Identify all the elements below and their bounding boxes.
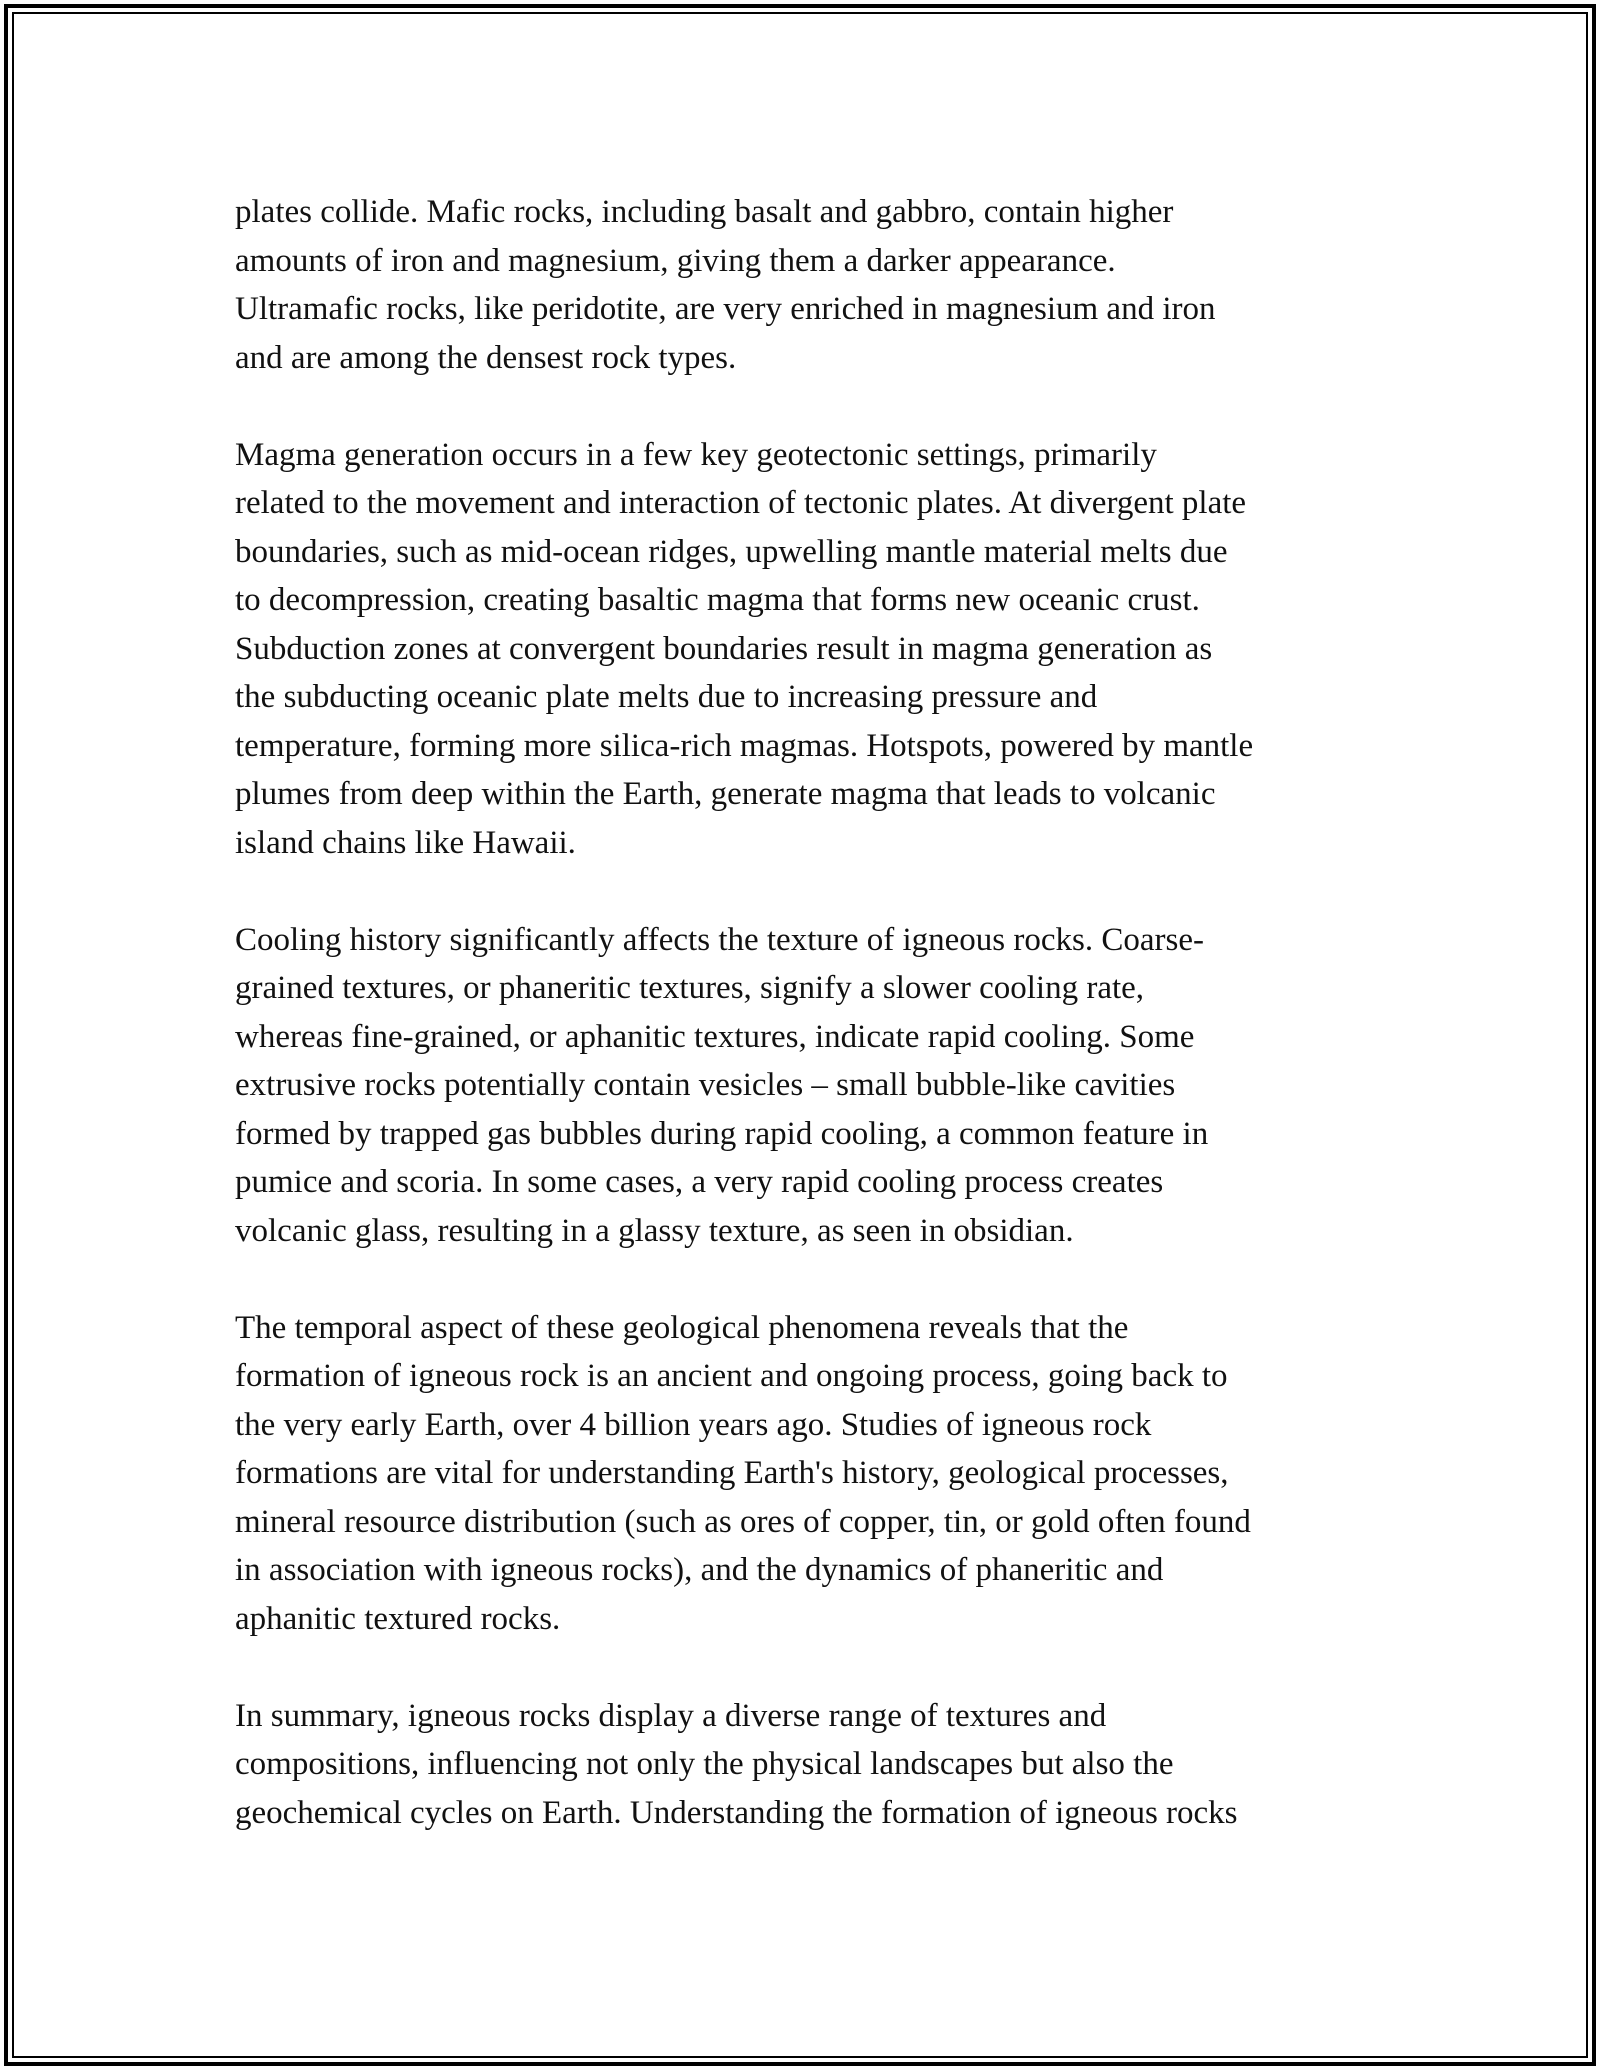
text-line: Magma generation occurs in a few key geotectonic settings, primarily [235,436,1157,473]
text-line: geochemical cycles on Earth. Understanding the formation of igneous rocks [235,1794,1238,1831]
text-line: grained textures, or phaneritic textures, signify a slower cooling rate, [235,970,1145,1006]
text-line: the subducting oceanic plate melts due to increasing pressure and [235,679,1098,715]
paragraph-cooling-history [235,916,1385,1256]
text-line: temperature, forming more silica-rich magmas. Hotspots, powered by mantle [235,727,1254,764]
text-line: Ultramafic rocks, like peridotite, are very enriched in magnesium and iron [235,291,1216,327]
text-line: related to the movement and interaction of tectonic plates. At divergent plate [235,485,1247,521]
text-line: compositions, influencing not only the physical landscapes but also the [235,1746,1174,1782]
text-line: pumice and scoria. In some cases, a very rapid cooling process creates [235,1164,1164,1200]
text-line: In summary, igneous rocks display a diverse range of textures and [235,1697,1107,1734]
paragraph-mafic-rocks [235,188,1385,382]
text-line: plumes from deep within the Earth, generate magma that leads to volcanic [235,776,1216,812]
text-line: formed by trapped gas bubbles during rapid cooling, a common feature in [235,1115,1209,1152]
text-line: the very early Earth, over 4 billion years ago. Studies of igneous rock [235,1406,1152,1443]
text-line: The temporal aspect of these geological phenomena reveals that the [235,1309,1129,1346]
text-line: and are among the densest rock types. [235,339,737,376]
text-line: formation of igneous rock is an ancient and ongoing process, going back to [235,1358,1228,1394]
text-line: mineral resource distribution (such as ores of copper, tin, or gold often found [235,1503,1251,1540]
text-line: aphanitic textured rocks. [235,1600,561,1637]
text-line: Subduction zones at convergent boundaries result in magma generation as [235,630,1213,667]
text-line: boundaries, such as mid-ocean ridges, upwelling mantle material melts due [235,533,1228,570]
paragraph-temporal-aspect [235,1304,1385,1644]
text-line: plates collide. Mafic rocks, including basalt and gabbro, contain higher [235,194,1174,230]
paragraph-magma-generation [235,431,1385,868]
text-line: in association with igneous rocks), and the dynamics of phaneritic and [235,1552,1164,1588]
text-line: volcanic glass, resulting in a glassy texture, as seen in obsidian. [235,1212,1074,1249]
text-line: Cooling history significantly affects the texture of igneous rocks. Coarse- [235,921,1205,958]
text-line: to decompression, creating basaltic magma that forms new oceanic crust. [235,582,1200,618]
document-body [235,188,1385,1886]
text-line: formations are vital for understanding Earth's history, geological processes, [235,1455,1229,1491]
paragraph-summary [235,1692,1385,1838]
text-line: whereas fine-grained, or aphanitic textures, indicate rapid cooling. Some [235,1018,1195,1055]
text-line: extrusive rocks potentially contain vesicles – small bubble-like cavities [235,1067,1176,1103]
text-line: island chains like Hawaii. [235,824,576,861]
text-line: amounts of iron and magnesium, giving them a darker appearance. [235,242,1116,279]
